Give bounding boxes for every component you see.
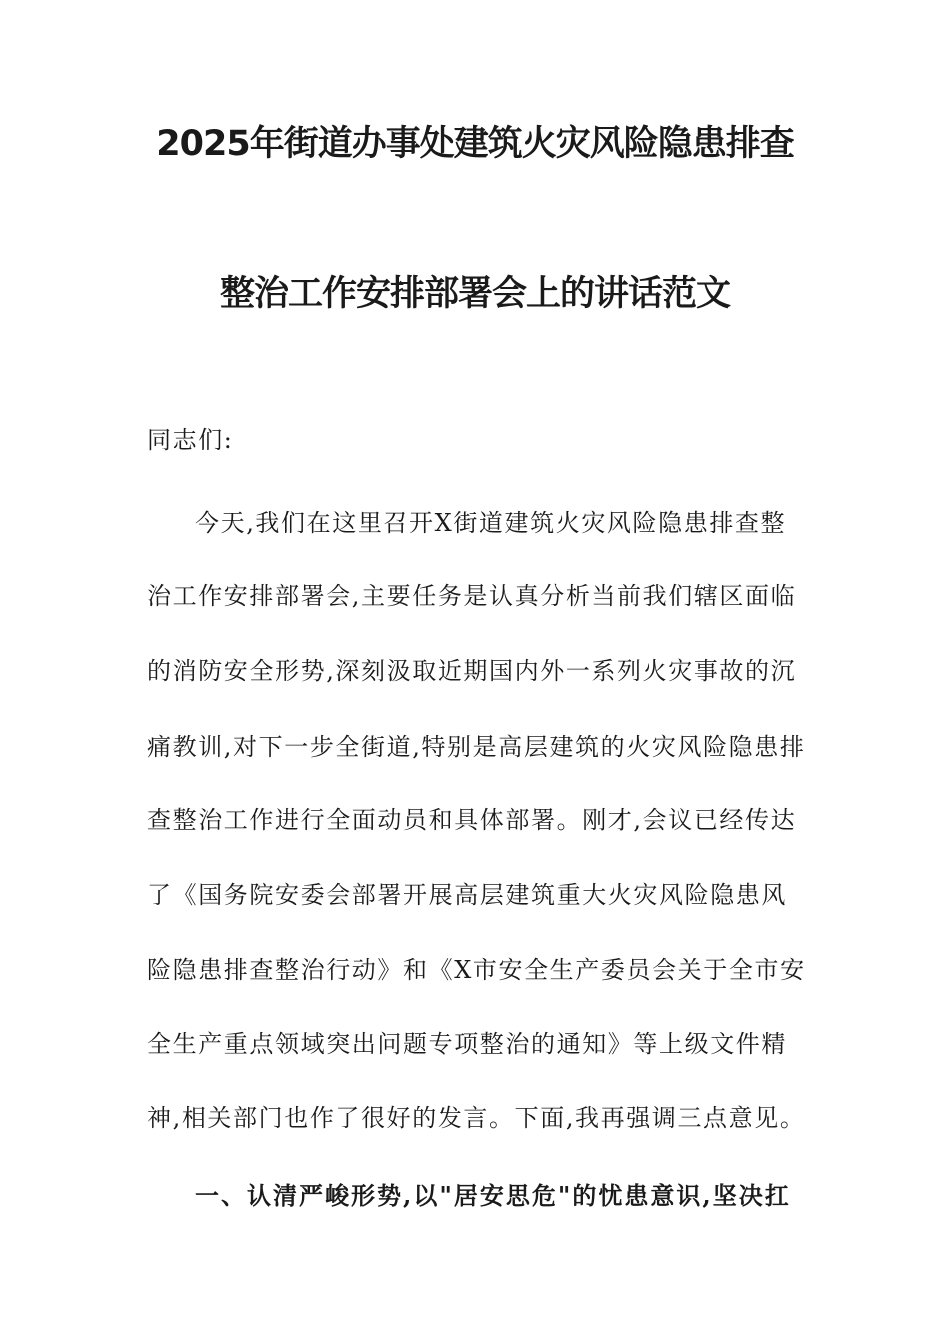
body-line: 痛教训,对下一步全街道,特别是高层建筑的火灾风险隐患排 bbox=[147, 733, 806, 761]
body-line: 险隐患排查整治行动》和《X市安全生产委员会关于全市安 bbox=[147, 956, 806, 984]
body-line: 治工作安排部署会,主要任务是认真分析当前我们辖区面临 bbox=[147, 582, 797, 610]
document-title-line-1: 2025年街道办事处建筑火灾风险隐患排查 bbox=[156, 124, 794, 164]
body-line: 全生产重点领域突出问题专项整治的通知》等上级文件精 bbox=[147, 1030, 787, 1058]
body-line: 今天,我们在这里召开X街道建筑火灾风险隐患排查整 bbox=[195, 509, 787, 537]
body-line: 查整治工作进行全面动员和具体部署。刚才,会议已经传达 bbox=[147, 806, 797, 834]
document-title-line-2: 整治工作安排部署会上的讲话范文 bbox=[219, 274, 730, 314]
body-line: 了《国务院安委会部署开展高层建筑重大火灾风险隐患风 bbox=[147, 881, 787, 909]
body-line: 的消防安全形势,深刻汲取近期国内外一系列火灾事故的沉 bbox=[147, 657, 797, 685]
body-line: 神,相关部门也作了很好的发言。下面,我再强调三点意见。 bbox=[147, 1104, 806, 1132]
salutation: 同志们: bbox=[147, 426, 234, 454]
section-heading: 一、认清严峻形势,以"居安思危"的忧患意识,坚决扛 bbox=[195, 1181, 791, 1210]
